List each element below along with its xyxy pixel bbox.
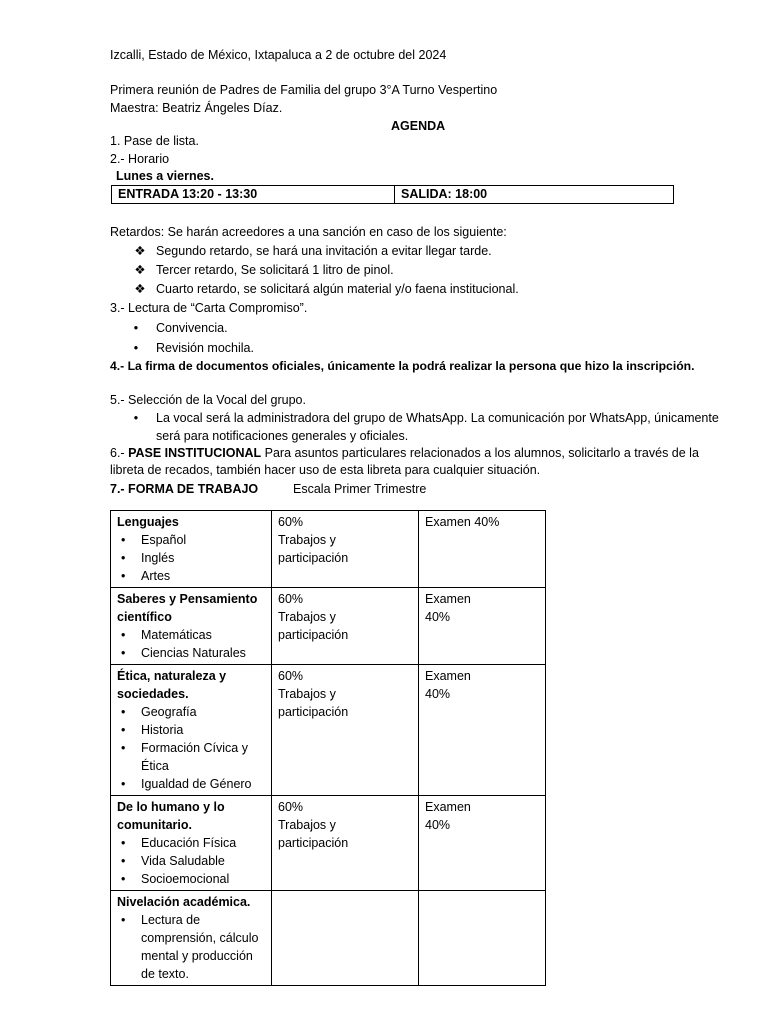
retardo-item: Tercer retardo, Se solicitará 1 litro de pinol.: [156, 263, 394, 277]
item-6-line-2: libreta de recados, también hacer uso de esta libreta para cualquier situación.: [110, 463, 541, 477]
schedule-box: [111, 185, 674, 204]
item-1: 1. Pase de lista.: [110, 134, 199, 148]
area-cell: [111, 665, 272, 796]
subject-item: • Español: [117, 531, 265, 549]
subject-list: [117, 911, 265, 983]
item-5: 5.- Selección de la Vocal del grupo.: [110, 393, 306, 407]
bullet-icon: •: [133, 341, 139, 355]
carta-item: Revisión mochila.: [156, 341, 254, 355]
exam-weight-cell: [419, 511, 546, 588]
subject-item: • Artes: [117, 567, 265, 585]
area-cell: [111, 588, 272, 665]
item-6-number: 6.-: [110, 446, 129, 460]
work-weight-line: 60%: [278, 800, 304, 814]
area-cell: [111, 796, 272, 891]
exam-weight-cell: [419, 665, 546, 796]
exam-weight-line: Examen: [425, 800, 471, 814]
exam-weight-line: 40%: [425, 687, 451, 701]
work-weight-line: Trabajos y: [278, 687, 336, 701]
vocal-line-2: será para notificaciones generales y oficiales.: [156, 429, 409, 443]
subject-item: • Vida Saludable: [117, 852, 265, 870]
item-3: 3.- Lectura de “Carta Compromiso”.: [110, 301, 308, 315]
grading-table: [110, 510, 546, 986]
schedule-days: Lunes a viernes.: [116, 169, 214, 183]
subject-list: [117, 703, 265, 793]
retardo-item: Segundo retardo, se hará una invitación a evitar llegar tarde.: [156, 244, 492, 258]
item-6-text: Para asuntos particulares relacionados a los alumnos, solicitarlo a través de la: [261, 446, 699, 460]
work-weight-line: participación: [278, 705, 349, 719]
bullet-icon: •: [133, 321, 139, 335]
area-title: De lo humano y lo comunitario.: [117, 800, 225, 832]
subject-list: [117, 531, 265, 585]
area-cell: [111, 511, 272, 588]
work-weight-cell: [272, 588, 419, 665]
subject-list: [117, 626, 265, 662]
place-date: Izcalli, Estado de México, Ixtapaluca a 2 de octubre del 2024: [110, 48, 447, 62]
entrada-time: ENTRADA 13:20 - 13:30: [118, 187, 258, 201]
subject-item: • Matemáticas: [117, 626, 265, 644]
work-weight-line: Trabajos y: [278, 610, 336, 624]
subject-item: • Inglés: [117, 549, 265, 567]
table-row: [111, 796, 546, 891]
work-weight-cell: [272, 511, 419, 588]
exam-weight-line: Examen: [425, 592, 471, 606]
subject-list: [117, 834, 265, 888]
table-row: [111, 588, 546, 665]
area-cell: [111, 891, 272, 986]
table-row: [111, 665, 546, 796]
item-4: 4.- La firma de documentos oficiales, únicamente la podrá realizar la persona que hizo la inscripción.: [110, 359, 695, 373]
area-title: Nivelación académica.: [117, 895, 251, 909]
work-weight-cell: [272, 891, 419, 986]
meeting-title: Primera reunión de Padres de Familia del grupo 3°A Turno Vespertino: [110, 83, 498, 97]
work-weight-line: participación: [278, 836, 349, 850]
exam-weight-cell: [419, 891, 546, 986]
subject-item: • Igualdad de Género: [117, 775, 265, 793]
subject-item: • Lectura de comprensión, cálculo mental y producción de texto.: [117, 911, 265, 983]
subject-item: • Educación Física: [117, 834, 265, 852]
item-7-heading: 7.- FORMA DE TRABAJO: [110, 482, 259, 496]
vocal-line-1: La vocal será la administradora del grupo de WhatsApp. La comunicación por WhatsApp, únicamente: [156, 411, 719, 425]
exam-weight-cell: [419, 796, 546, 891]
item-7-scale: Escala Primer Trimestre: [293, 482, 427, 496]
table-row: [111, 891, 546, 986]
work-weight-line: Trabajos y: [278, 818, 336, 832]
table-row: [111, 511, 546, 588]
work-weight-cell: [272, 665, 419, 796]
carta-item: Convivencia.: [156, 321, 228, 335]
exam-weight-cell: [419, 588, 546, 665]
teacher-name: Maestra: Beatriz Ángeles Díaz.: [110, 101, 283, 115]
area-title: Ética, naturaleza y sociedades.: [117, 669, 227, 701]
diamond-bullet-icon: ❖: [134, 244, 146, 258]
agenda-title: AGENDA: [391, 119, 446, 133]
salida-time: SALIDA: 18:00: [401, 187, 488, 201]
work-weight-line: Trabajos y: [278, 533, 336, 547]
retardo-item: Cuarto retardo, se solicitará algún material y/o faena institucional.: [156, 282, 519, 296]
subject-item: • Ciencias Naturales: [117, 644, 265, 662]
area-title: Saberes y Pensamiento científico: [117, 592, 258, 624]
exam-weight-line: 40%: [425, 610, 451, 624]
exam-weight-line: 40%: [425, 818, 451, 832]
retardos-intro: Retardos: Se harán acreedores a una sanción en caso de los siguiente:: [110, 225, 507, 239]
work-weight-line: 60%: [278, 669, 304, 683]
diamond-bullet-icon: ❖: [134, 263, 146, 277]
item-6-heading: PASE INSTITUCIONAL: [128, 446, 262, 460]
subject-item: • Geografía: [117, 703, 265, 721]
subject-item: • Formación Cívica y Ética: [117, 739, 265, 775]
work-weight-line: 60%: [278, 592, 304, 606]
area-title: Lenguajes: [117, 515, 179, 529]
work-weight-line: 60%: [278, 515, 304, 529]
work-weight-line: participación: [278, 551, 349, 565]
exam-weight-line: Examen 40%: [425, 515, 500, 529]
work-weight-line: participación: [278, 628, 349, 642]
bullet-icon: •: [133, 411, 139, 425]
work-weight-cell: [272, 796, 419, 891]
item-2: 2.- Horario: [110, 152, 170, 166]
exam-weight-line: Examen: [425, 669, 471, 683]
subject-item: • Socioemocional: [117, 870, 265, 888]
item-6: [110, 444, 699, 462]
diamond-bullet-icon: ❖: [134, 282, 146, 296]
subject-item: • Historia: [117, 721, 265, 739]
